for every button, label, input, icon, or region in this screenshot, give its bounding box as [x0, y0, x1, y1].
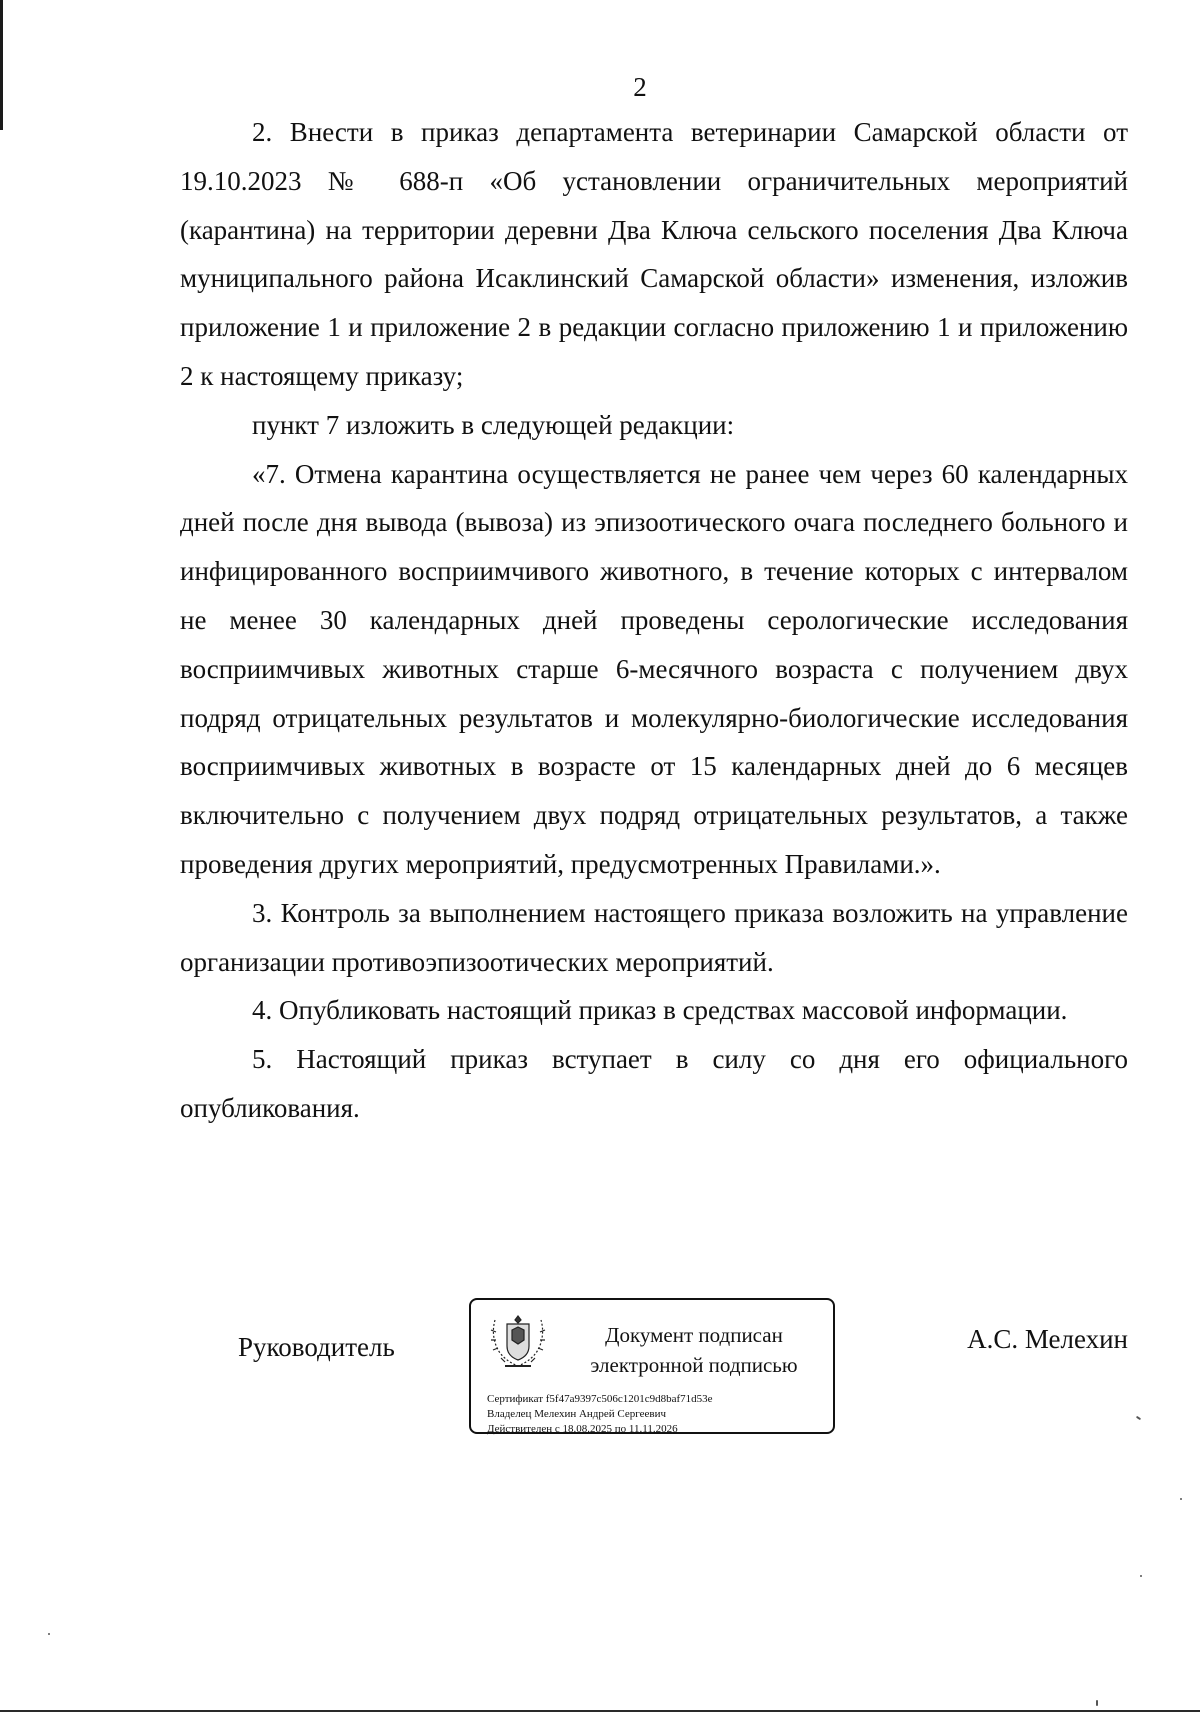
paragraph-item-2: 2. Внести в приказ департамента ветеринарии Самарской области от 19.10.2023 № 688-п «Об установлении ограничительных мероприятий (карантина) на территории деревни Два Ключа сельского поселения Два Ключа муниципального района Исаклинский Самарской области» изменения, изложив приложение 1 и приложение 2 в редакции согласно приложению 1 и приложению 2 к настоящему приказу; — [180, 117, 1128, 391]
certificate-owner: Владелец Мелехин Андрей Сергеевич — [487, 1408, 667, 1420]
scan-edge-line — [0, 0, 3, 130]
stamp-heading-line-1: Документ подписан — [605, 1323, 783, 1347]
stamp-details — [487, 1392, 713, 1437]
signature-block — [180, 1298, 1128, 1458]
paragraph-point-7-intro: пункт 7 изложить в следующей редакции: — [252, 409, 735, 440]
document-body — [180, 108, 1128, 1133]
paragraph-item-3: 3. Контроль за выполнением настоящего приказа возложить на управление организации противоэпизоотических мероприятий. — [180, 897, 1128, 977]
certificate-validity: Действителен с 18.08.2025 по 11.11.2026 — [487, 1423, 678, 1435]
scan-speck — [1096, 1700, 1098, 1706]
scan-speck — [1140, 1575, 1142, 1577]
certificate-number: Сертификат f5f47a9397c506c1201c9d8baf71d53e — [487, 1393, 713, 1405]
paragraph-item-4: 4. Опубликовать настоящий приказ в средствах массовой информации. — [252, 995, 1068, 1026]
stamp-heading — [563, 1320, 825, 1380]
e-signature-stamp — [469, 1298, 835, 1434]
signatory-name: А.С. Мелехин — [967, 1324, 1128, 1354]
scan-speck — [1180, 1498, 1182, 1500]
signatory-title: Руководитель — [238, 1332, 395, 1362]
page-number: 2 — [633, 72, 647, 102]
scan-speck — [48, 1633, 50, 1635]
coat-of-arms-icon — [487, 1310, 549, 1374]
stamp-heading-line-2: электронной подписью — [590, 1353, 798, 1377]
paragraph-item-5: 5. Настоящий приказ вступает в силу со дня его официального опубликования. — [180, 1044, 1128, 1123]
scan-speck — [1136, 1416, 1141, 1421]
paragraph-point-7-text: «7. Отмена карантина осуществляется не ранее чем через 60 календарных дней после дня вывода (вывоза) из эпизоотического очага последнего больного и инфицированного восприимчивого животного, в течение которых с интервалом не менее 30 календарных дней проведены серологические исследования восприимчивых животных старше 6-месячного возраста с получением двух подряд отрицательных результатов и молекулярно-биологические исследования восприимчивых животных в возрасте от 15 календарных дней до 6 месяцев включительно с получением двух подряд отрицательных результатов, а также проведения других мероприятий, предусмотренных Правилами.». — [180, 458, 1128, 879]
